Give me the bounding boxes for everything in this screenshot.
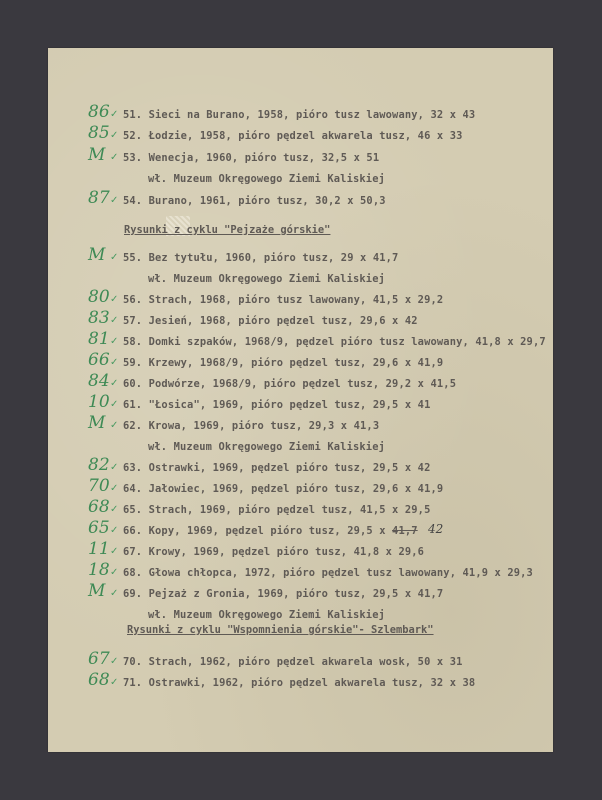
check-mark-icon: ✓: [110, 462, 119, 473]
check-mark-icon: ✓: [110, 315, 119, 326]
catalog-entry: 55. Bez tytułu, 1960, pióro tusz, 29 x 41,7: [123, 252, 399, 264]
check-mark-icon: ✓: [110, 195, 119, 206]
catalog-entry: 63. Ostrawki, 1969, pędzel pióro tusz, 29,5 x 42: [123, 462, 431, 474]
handwritten-inventory-mark: 81: [88, 329, 110, 349]
catalog-entry: 54. Burano, 1961, pióro tusz, 30,2 x 50,3: [123, 195, 386, 207]
check-mark-icon: ✓: [110, 109, 119, 120]
catalog-entry: 68. Głowa chłopca, 1972, pióro pędzel tusz lawowany, 41,9 x 29,3: [123, 567, 533, 579]
handwritten-inventory-mark: M: [88, 581, 106, 601]
handwritten-inventory-mark: M: [88, 145, 106, 165]
check-mark-icon: ✓: [110, 483, 119, 494]
handwritten-inventory-mark: 66: [88, 350, 110, 370]
check-mark-icon: ✓: [110, 567, 119, 578]
catalog-entry: 62. Krowa, 1969, pióro tusz, 29,3 x 41,3: [123, 420, 380, 432]
handwritten-inventory-mark: 85: [88, 123, 110, 143]
check-mark-icon: ✓: [110, 152, 119, 163]
handwritten-correction: 42: [428, 522, 444, 536]
catalog-entry: 69. Pejzaż z Gronia, 1969, pióro tusz, 29,5 x 41,7: [123, 588, 444, 600]
struck-dimension: 41,7: [392, 525, 418, 537]
handwritten-inventory-mark: 67: [88, 649, 110, 669]
check-mark-icon: ✓: [110, 677, 119, 688]
handwritten-inventory-mark: M: [88, 413, 106, 433]
section-heading-wspomnienia-gorskie: Rysunki z cyklu "Wspomnienia górskie"- Szlembark": [127, 624, 434, 636]
handwritten-inventory-mark: 68: [88, 670, 110, 690]
catalog-entry: 71. Ostrawki, 1962, pióro pędzel akwarela tusz, 32 x 38: [123, 677, 476, 689]
catalog-entry: 57. Jesień, 1968, pióro pędzel tusz, 29,6 x 42: [123, 315, 418, 327]
ownership-note: wł. Muzeum Okręgowego Ziemi Kaliskiej: [148, 173, 386, 185]
catalog-entry: 67. Krowy, 1969, pędzel pióro tusz, 41,8 x 29,6: [123, 546, 425, 558]
check-mark-icon: ✓: [110, 588, 119, 599]
catalog-entry: 65. Strach, 1969, pióro pędzel tusz, 41,5 x 29,5: [123, 504, 431, 516]
check-mark-icon: ✓: [110, 525, 119, 536]
handwritten-inventory-mark: 18: [88, 560, 110, 580]
check-mark-icon: ✓: [110, 504, 119, 515]
handwritten-inventory-mark: 70: [88, 476, 110, 496]
handwritten-inventory-mark: 11: [88, 539, 110, 559]
check-mark-icon: ✓: [110, 130, 119, 141]
handwritten-inventory-mark: 80: [88, 287, 110, 307]
handwritten-inventory-mark: 86: [88, 102, 110, 122]
handwritten-inventory-mark: 84: [88, 371, 110, 391]
catalog-entry: 53. Wenecja, 1960, pióro tusz, 32,5 x 51: [123, 152, 380, 164]
handwritten-inventory-mark: 83: [88, 308, 110, 328]
handwritten-inventory-mark: M: [88, 245, 106, 265]
catalog-entry: 59. Krzewy, 1968/9, pióro pędzel tusz, 29,6 x 41,9: [123, 357, 444, 369]
handwritten-inventory-mark: 65: [88, 518, 110, 538]
catalog-entry: 60. Podwórze, 1968/9, pióro pędzel tusz, 29,2 x 41,5: [123, 378, 457, 390]
ownership-note: wł. Muzeum Okręgowego Ziemi Kaliskiej: [148, 273, 386, 285]
catalog-entry: 61. "Łosica", 1969, pióro pędzel tusz, 29,5 x 41: [123, 399, 431, 411]
catalog-entry: 56. Strach, 1968, pióro tusz lawowany, 41,5 x 29,2: [123, 294, 444, 306]
catalog-entry: 51. Sieci na Burano, 1958, pióro tusz lawowany, 32 x 43: [123, 109, 476, 121]
check-mark-icon: ✓: [110, 294, 119, 305]
check-mark-icon: ✓: [110, 378, 119, 389]
ownership-note: wł. Muzeum Okręgowego Ziemi Kaliskiej: [148, 441, 386, 453]
catalog-entry: [123, 525, 418, 537]
catalog-entry: 52. Łodzie, 1958, pióro pędzel akwarela tusz, 46 x 33: [123, 130, 463, 142]
catalog-entry: 64. Jałowiec, 1969, pędzel pióro tusz, 29,6 x 41,9: [123, 483, 444, 495]
handwritten-inventory-mark: 68: [88, 497, 110, 517]
section-heading-pejzaze-gorskie: Rysunki z cyklu "Pejzaże górskie": [124, 224, 331, 236]
check-mark-icon: ✓: [110, 252, 119, 263]
handwritten-inventory-mark: 10: [88, 392, 110, 412]
check-mark-icon: ✓: [110, 546, 119, 557]
check-mark-icon: ✓: [110, 399, 119, 410]
check-mark-icon: ✓: [110, 420, 119, 431]
check-mark-icon: ✓: [110, 336, 119, 347]
catalog-entry: 58. Domki szpaków, 1968/9, pędzel pióro tusz lawowany, 41,8 x 29,7: [123, 336, 546, 348]
handwritten-inventory-mark: 87: [88, 188, 110, 208]
check-mark-icon: ✓: [110, 656, 119, 667]
ownership-note: wł. Muzeum Okręgowego Ziemi Kaliskiej: [148, 609, 386, 621]
check-mark-icon: ✓: [110, 357, 119, 368]
entry-text: 66. Kopy, 1969, pędzel pióro tusz, 29,5 x: [123, 525, 393, 537]
catalog-entry: 70. Strach, 1962, pióro pędzel akwarela wosk, 50 x 31: [123, 656, 463, 668]
handwritten-inventory-mark: 82: [88, 455, 110, 475]
